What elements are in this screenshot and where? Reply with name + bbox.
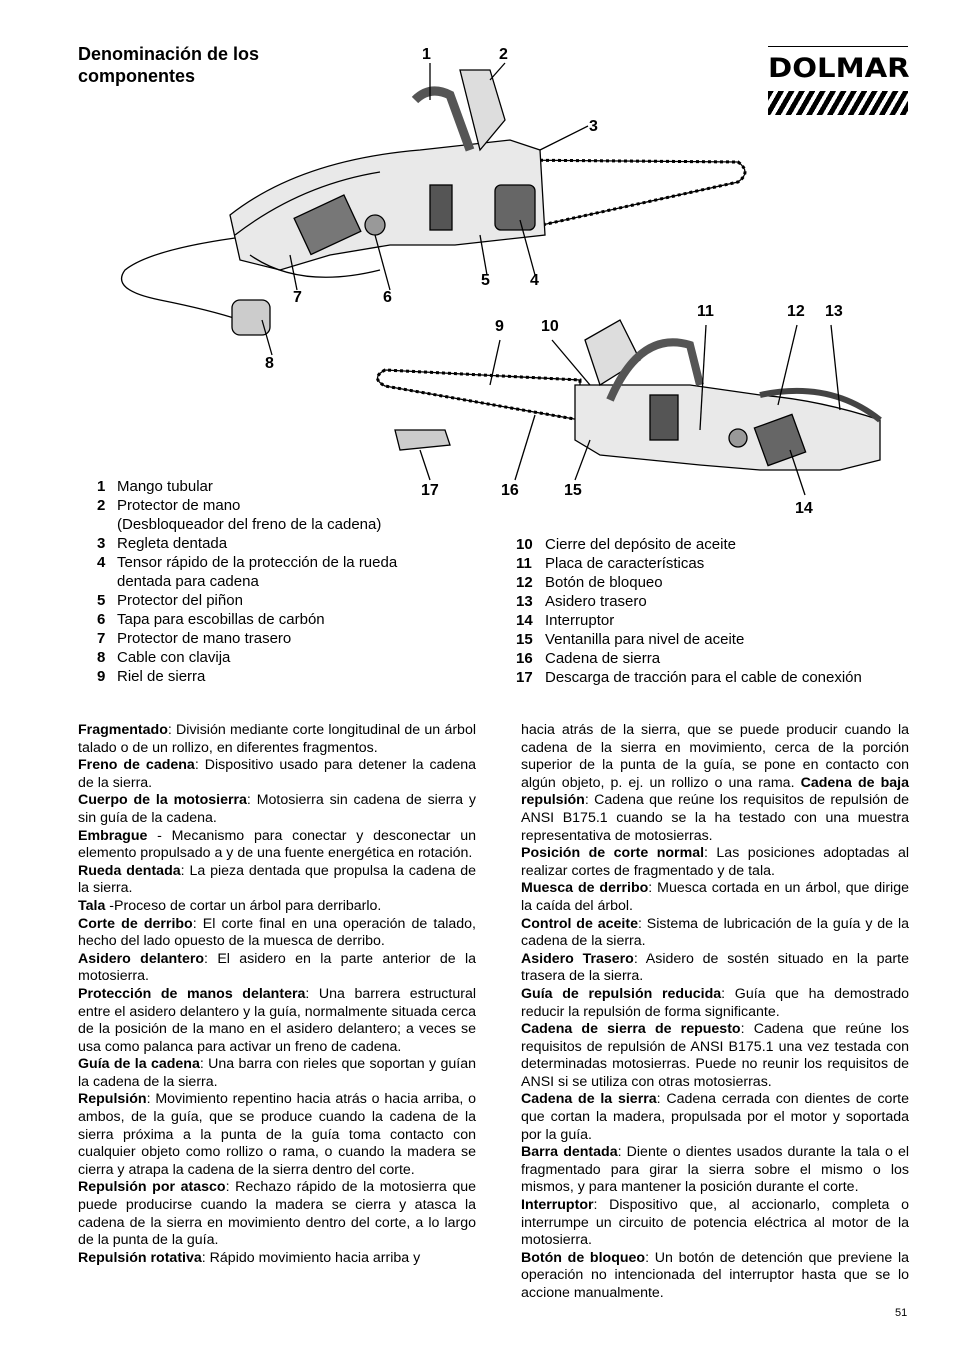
part-item [97,610,427,629]
parts-list-right [516,535,916,687]
glossary-definition: : Asidero de sostén situado en la parte trasera de la sierra. [521,950,909,985]
callout-11: 11 [697,303,714,320]
lower-chainsaw-drawing [378,320,881,495]
glossary-definition: : Sistema de lubricación de la guía y de la cadena de la sierra. [521,915,909,950]
glossary-definition: : División mediante corte longitudinal de un árbol talado o de un rollizo, en diferentes fragmentos. [78,722,476,756]
glossary-term: Botón de bloqueo [521,1249,646,1266]
glossary-term: Muesca de derribo [521,880,649,897]
part-number: 13 [516,593,533,610]
glossary-definition: : El corte final en una operación de talado, hecho del lado opuesto de la muesca de derribo. [78,915,476,950]
glossary-term: Repulsión por atasco [78,1179,226,1196]
glossary-entry [521,951,909,986]
glossary-definition: : Dispositivo usado para detener la cadena de la sierra. [78,757,476,791]
glossary-entry [521,880,909,915]
part-number: 15 [516,631,533,648]
callout-14: 14 [795,500,813,517]
part-label: Interruptor [545,612,615,629]
glossary-entry [78,916,476,951]
callout-7: 7 [293,289,302,306]
part-label: Protector del piñon [117,592,243,609]
glossary-definition: : La pieza dentada que propulsa la cadena de la sierra. [78,862,477,897]
part-number: 16 [516,650,533,667]
title-line-2: componentes [78,66,196,86]
glossary-term: Asidero delantero [78,950,205,967]
part-label: Cable con clavija [117,649,231,666]
callout-13: 13 [825,303,843,320]
part-label: Placa de características [545,555,705,572]
part-label: Regleta dentada [117,535,228,552]
title-line-1: Denominación de los [78,44,260,64]
glossary-definition: : Rechazo rápido de la motosierra que puede producirse cuando la madera se cierra y atasca la cadena de la sierra en movimiento dentro del corte, a lo largo de la punta de la guía. [78,1179,476,1249]
part-item [97,496,427,515]
glossary-term: Freno de cadena [78,757,195,774]
glossary-definition: : Rápido movimiento hacia arriba y [201,1249,421,1266]
part-number [97,572,117,591]
glossary-definition: : Cadena que reúne los requisitos de repulsión de ANSI B175.1 cuando se la ha testado con una muestra representativa de motosierras. [521,792,909,844]
part-label: Riel de sierra [117,668,206,685]
callout-17: 17 [421,482,439,499]
glossary-entry [521,1021,909,1091]
part-label: Cadena de sierra [545,650,661,667]
glossary-term: Asidero Trasero [521,950,634,967]
glossary-entry [78,1091,476,1179]
glossary-entry [78,1250,476,1268]
part-number: 3 [97,535,106,552]
part-item [97,667,427,686]
part-label: Descarga de tracción para el cable de conexión [545,669,862,686]
part-item [97,629,427,648]
glossary-definition: : Guía que ha demostrado reducir la repulsión de forma significante. [521,985,909,1020]
glossary-entry [78,951,476,986]
glossary-entry [521,1250,909,1303]
callout-8: 8 [265,355,274,372]
glossary-definition: : Una barrera estructural entre el asidero delantero y la guía, normalmente situada cerca de la posición de la mano en el asidero delantero; a veces se usa como palanca para activar un freno de cadena. [78,985,476,1055]
part-item [97,553,427,572]
page-number: 51 [895,1307,908,1319]
glossary-term: Barra dentada [521,1144,618,1161]
callout-6: 6 [383,289,392,306]
glossary-term: Repulsión rotativa [78,1249,202,1266]
part-item [516,573,916,592]
part-number [97,515,117,534]
glossary-definition: : Cadena cerrada con dientes de corte que cortan la madera, propulsada por el motor y soportada por la guía. [521,1091,910,1143]
glossary-term: Embrague [78,827,148,844]
part-label: dentada para cadena [117,573,259,590]
part-number: 1 [97,478,106,495]
callout-12: 12 [787,303,805,320]
callout-2: 2 [499,46,508,63]
glossary-term: Cadena de baja repulsión [521,774,909,809]
glossary-term: Cuerpo de la motosierra [78,792,247,809]
glossary-definition: : Las posiciones adoptadas al realizar cortes de fragmentado y de tala. [521,845,909,879]
part-label: (Desbloqueador del freno de la cadena) [117,516,382,533]
callout-3: 3 [589,118,598,135]
part-number: 17 [516,669,533,686]
part-number: 9 [97,668,106,685]
part-number: 5 [97,592,106,609]
part-item [97,591,427,610]
glossary-entry [78,1179,476,1249]
part-item [516,630,916,649]
glossary-definition: : Una barra con rieles que soportan y guían la cadena de la sierra. [78,1056,476,1090]
glossary-term: Tala [78,897,106,914]
part-item [516,535,916,554]
part-label: Tensor rápido de la protección de la rueda [117,554,398,571]
glossary-entry [521,722,909,845]
callout-16: 16 [501,482,519,499]
part-label: Protector de mano trasero [117,630,292,647]
glossary-entry [521,845,909,880]
glossary-term: Guía de repulsión reducida [521,985,722,1002]
glossary-definition: - Mecanismo para conectar y desconectar un elemento propulsado a y de una fuente energética en rotación. [78,827,476,862]
glossary-entry [78,1056,476,1091]
logo-text: DOLMAR [768,53,910,84]
part-item [97,572,427,591]
glossary-definition: : Cadena que reúne los requisitos de repulsión de ANSI B175.1 una vez testada con determinadas motosierras. Puede no reunir los requisitos de ANSI si se utiliza con otras motosierras. [521,1021,909,1090]
glossary-definition: : Motosierra sin cadena de sierra y sin guía de la cadena. [78,792,476,826]
glossary-definition: : Movimiento repentino hacia atrás o hacia arriba, o ambos, de la guía, que se produce cuando la cadena de la sierra próxima a la punta de la guía toma contacto con cualquier objeto como rollizo o rama, o cuando la madera se cierra y atrapa la cadena de la sierra dentro del corte. [78,1091,476,1178]
glossary-term: Protección de manos delantera [78,985,306,1002]
glossary-right-column [521,722,909,1303]
glossary-term: Cadena de sierra de repuesto [521,1021,741,1038]
glossary-entry [78,986,476,1056]
glossary-definition: : Dispositivo que, al accionarlo, completa o interrumpe un circuito de potencia eléctrica al motor de la motosierra. [521,1197,909,1249]
part-number: 11 [516,555,532,572]
callout-4: 4 [530,272,539,289]
part-item [516,611,916,630]
part-label: Protector de mano [117,497,241,514]
glossary-entry [521,916,909,951]
callout-10: 10 [541,318,559,335]
glossary-definition: -Proceso de cortar un árbol para derribarlo. [105,897,382,914]
part-label: Cierre del depósito de aceite [545,536,736,553]
parts-list-left [97,477,427,686]
callout-9: 9 [495,318,504,335]
part-label: Mango tubular [117,478,213,495]
glossary-definition: hacia atrás de la sierra, que se puede producir cuando la cadena de la sierra en movimiento, cerca de la porción superior de la punta de la guía, se pone en contacto con algún objeto, p. ej. un rollizo o una rama. [521,722,909,791]
part-number: 12 [516,574,533,591]
part-item [97,648,427,667]
part-number: 8 [97,649,106,666]
part-label: Ventanilla para nivel de aceite [545,631,745,648]
part-item [97,534,427,553]
callout-5: 5 [481,272,490,289]
callout-15: 15 [564,482,582,499]
part-number: 4 [97,554,106,571]
glossary-term: Interruptor [521,1197,594,1214]
callout-1: 1 [422,46,431,63]
glossary-term: Rueda dentada [78,862,181,879]
glossary-entry [521,1091,909,1144]
glossary-term: Corte de derribo [78,915,193,932]
chainsaw-illustration [0,0,954,540]
part-item [516,554,916,573]
part-item [516,592,916,611]
part-item [516,649,916,668]
part-number: 10 [516,536,533,553]
glossary-entry [521,1144,909,1197]
part-number: 7 [97,630,106,647]
glossary-entry [78,898,476,916]
glossary-entry [78,863,476,898]
glossary-entry [78,757,476,792]
part-label: Asidero trasero [545,593,647,610]
glossary-definition: : El asidero en la parte anterior de la motosierra. [78,950,476,985]
glossary-left-column [78,722,476,1267]
glossary-definition: : Diente o dientes usados durante la tala o el fragmentado para girar la sierra sobre el mismo o los mismos, y para mantener la posición durante el corte. [521,1144,909,1196]
glossary-entry [78,828,476,863]
glossary-definition: : Un botón de detención que previene la operación no intencionada del interruptor hasta que se lo accione manualmente. [521,1249,910,1301]
glossary-term: Fragmentado [78,722,168,738]
glossary-entry [521,1197,909,1250]
glossary-entry [78,722,476,757]
part-label: Tapa para escobillas de carbón [117,611,325,628]
part-item [516,668,916,687]
glossary-entry [521,986,909,1021]
upper-chainsaw-drawing [122,63,745,355]
glossary-definition: : Muesca cortada en un árbol, que dirige la caída del árbol. [521,880,909,914]
part-item [97,515,427,534]
glossary-entry [78,792,476,827]
glossary-term: Repulsión [78,1091,147,1108]
part-number: 2 [97,497,106,514]
part-number: 14 [516,612,533,629]
glossary-term: Control de aceite [521,915,638,932]
part-number: 6 [97,611,106,628]
glossary-term: Cadena de la sierra [521,1091,657,1108]
part-label: Botón de bloqueo [545,574,663,591]
glossary-term: Guía de la cadena [78,1056,200,1073]
glossary-term: Posición de corte normal [521,845,705,862]
part-item [97,477,427,496]
